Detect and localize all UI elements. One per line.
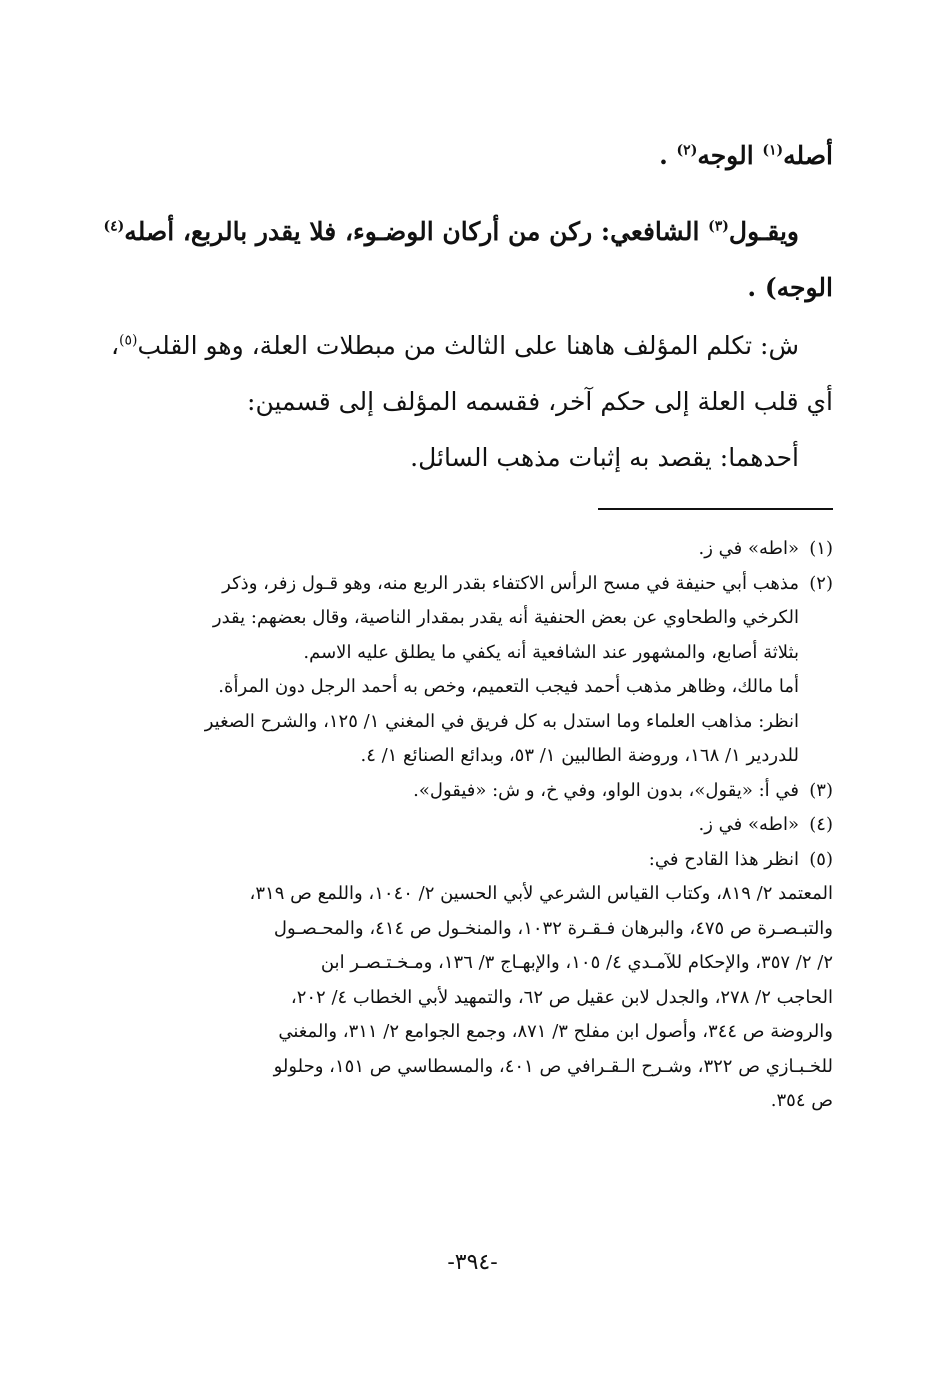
footnote-5-body: المعتمد ٢/ ٨١٩، وكتاب القياس الشرعي لأبي الحسين ٢/ ١٠٤٠، واللمع ص ٣١٩، والتبـصـرة ص ٤٧٥، والبرهان فـقـرة ١٠٣٢، والمنخـول ص ٤١٤، والمحـصـول ٢/ ٢/ ٣٥٧، والإحكام للآمـدي ٤/ ١٠٥، والإبهـاج ٣/ ١٣٦، ومـخـتـصـر ابن الحاجب ٢/ ٢٧٨، والجدل لابن عقيل ص ٦٢، والتمهيد لأبي الخطاب ٤/ ٢٠٢، والروضة ص ٣٤٤، وأصول ابن مفلح ٣/ ٨٧١، وجمع الجوامع ٢/ ٣١١، والمغني للخـبـازي ص ٣٢٢، وشـرح الـقـرافي ص ٤٠١، والمسطاسي ص ١٥١، وحلولو ص ٣٥٤. [249,883,833,1111]
footnote-number: (٣) [809,779,833,801]
footnote-ref-3[interactable]: (٣) [708,218,729,235]
paragraph-4: أحدهما: يقصد به إثبات مذهب السائل. [410,443,799,472]
footnote-number: (٢) [809,572,833,594]
paragraph-3: ش: تكلم المؤلف هاهنا على الثالث من مبطلات العلة، وهو القلب$^{(٥)}$، [110,331,799,360]
page-number: -٣٩٤- [447,1250,498,1275]
footnote-number: (١) [809,538,833,559]
paragraph-2-line-2: الوجه) . [747,273,833,302]
footnotes [108,532,833,1119]
paragraph-2: ويقـول$^{(٣)}$ الشافعي: ركن من أركان الوضـوء، فلا يقدر بالربع، أصله$^{(٤)}$ [103,217,799,246]
footnote-ref-2[interactable]: (٢) [676,142,698,159]
footnote-ref-5[interactable]: (٥) [119,332,138,349]
footnote-separator [598,508,833,510]
paragraph-1: أصله$^{(١)}$ الوجه$^{(٢)}$ . [659,141,833,170]
footnote-5: (٥) انظر هذا القادح في: [108,843,833,878]
footnote-ref-4[interactable]: (٤) [103,218,125,235]
footnote-1: (١) «اطه» في ز. [108,532,833,567]
footnote-4: (٤) «اطه» في ز. [108,808,833,843]
footnote-number: (٤) [809,814,833,835]
footnote-number: (٥) [809,848,833,870]
footnote-3: (٣) في أ: «يقول»، بدون الواو، وفي خ، و ش: «فيقول». [108,774,833,809]
footnote-2: (٢) مذهب أبي حنيفة في مسح الرأس الاكتفاء بقدر الربع منه، وهو قـول زفر، وذكر الكرخي والطحاوي عن بعض الحنفية أنه يقدر بمقدار الناصية، وقال بعضهم: يقدر بثلاثة أصابع، والمشهور عند الشافعية أنه يكفي ما يطلق عليه الاسم. أما مالك، وظاهر مذهب أحمد فيجب التعميم، وخص به أحمد الرجل دون المرأة. انظر: مذاهب العلماء وما استدل به كل فريق في المغني ١/ ١٢٥، والشرح الصغير للدردير ١/ ١٦٨، وروضة الطالبين ١/ ٥٣، وبدائع الصنائع ١/ ٤. [108,567,833,774]
footnote-ref-1[interactable]: (١) [762,142,784,159]
paragraph-3-line-2: أي قلب العلة إلى حكم آخر، فقسمه المؤلف إلى قسمين: [247,387,833,416]
main-text [103,128,833,486]
